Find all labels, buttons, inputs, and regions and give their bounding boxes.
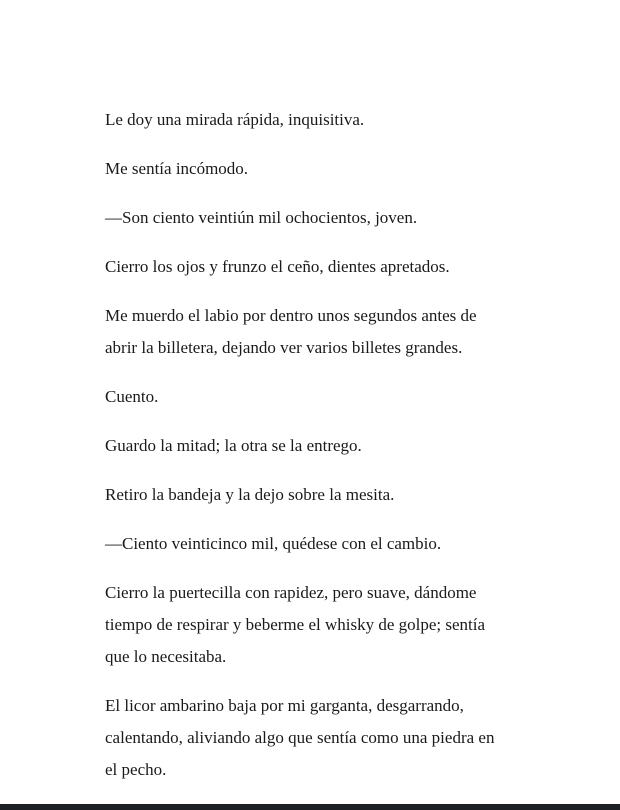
text-line: —Ciento veinticinco mil, quédese con el cambio. [105, 534, 442, 553]
text-line: Retiro la bandeja y la dejo sobre la mesita. [105, 485, 395, 504]
page-text-block [105, 104, 517, 803]
text-line: Cierro la puertecilla con rapidez, pero suave, dándome [105, 583, 477, 602]
text-line: Cierro los ojos y frunzo el ceño, dientes apretados. [105, 257, 450, 276]
paragraph [105, 104, 517, 136]
text-line: Me muerdo el labio por dentro unos segundos antes de [105, 306, 477, 325]
text-line: Le doy una mirada rápida, inquisitiva. [105, 110, 365, 129]
bottom-divider-bar [0, 804, 620, 810]
text-line: El licor ambarino baja por mi garganta, desgarrando, [105, 696, 464, 715]
text-line: Me sentía incómodo. [105, 159, 249, 178]
text-line: Guardo la mitad; la otra se la entrego. [105, 436, 362, 455]
text-line: Cuento. [105, 387, 159, 406]
text-line: tiempo de respirar y beberme el whisky de golpe; sentía [105, 615, 486, 634]
paragraph [105, 528, 517, 560]
text-line: el pecho. [105, 760, 167, 779]
paragraph [105, 153, 517, 185]
paragraph [105, 251, 517, 283]
text-line: calentando, aliviando algo que sentía como una piedra en [105, 728, 495, 747]
text-line: —Son ciento veintiún mil ochocientos, joven. [105, 208, 418, 227]
paragraph [105, 300, 517, 364]
paragraph [105, 577, 517, 673]
paragraph [105, 381, 517, 413]
paragraph [105, 430, 517, 462]
paragraph [105, 202, 517, 234]
text-line: abrir la billetera, dejando ver varios billetes grandes. [105, 338, 463, 357]
text-line: que lo necesitaba. [105, 647, 227, 666]
paragraph [105, 690, 517, 786]
paragraph [105, 479, 517, 511]
